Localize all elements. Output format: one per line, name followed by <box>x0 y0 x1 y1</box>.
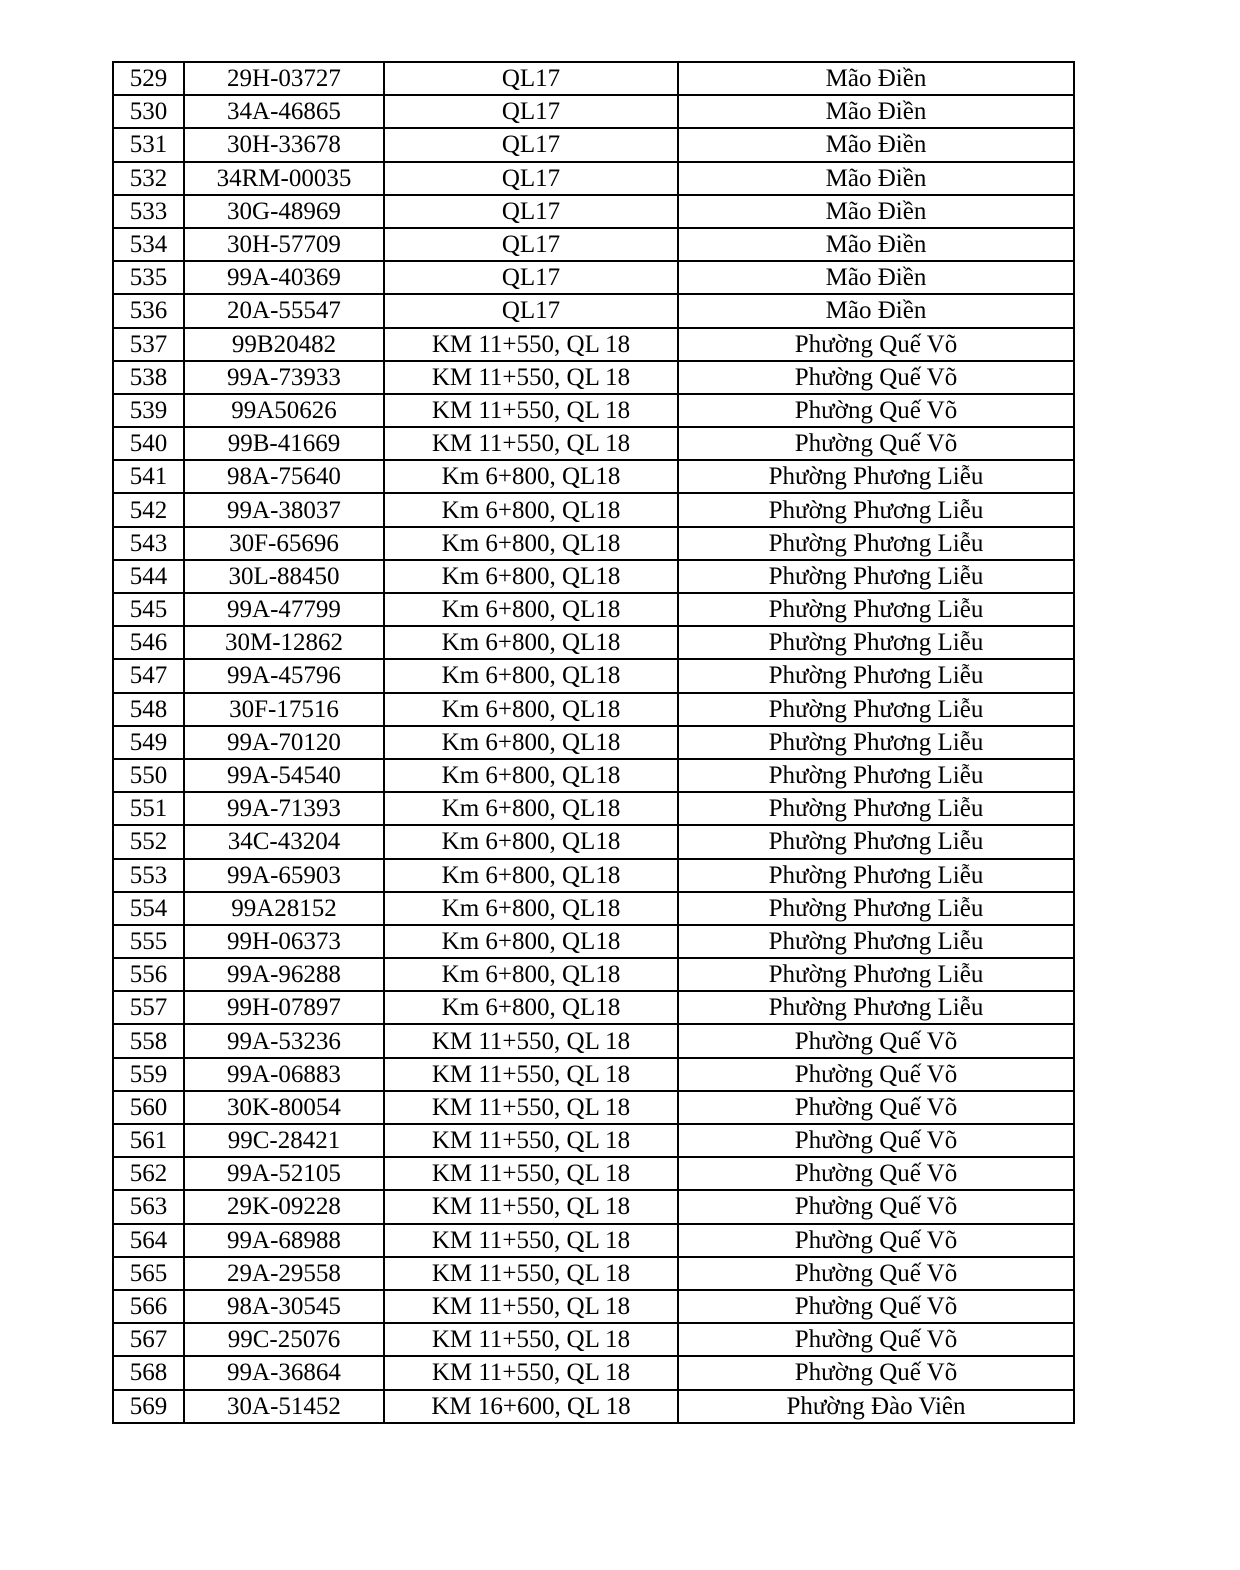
row-number-cell: 546 <box>113 626 184 659</box>
license-plate-cell: 99A-53236 <box>184 1024 384 1057</box>
table-row <box>113 361 1074 394</box>
ward-unit-cell: Phường Quế Võ <box>678 394 1074 427</box>
license-plate-cell: 99B-41669 <box>184 427 384 460</box>
license-plate-cell: 99C-25076 <box>184 1323 384 1356</box>
license-plate-cell: 99H-06373 <box>184 925 384 958</box>
license-plate-cell: 99A-73933 <box>184 361 384 394</box>
row-number-cell: 540 <box>113 427 184 460</box>
ward-unit-cell: Mão Điền <box>678 261 1074 294</box>
violation-location-cell: Km 6+800, QL18 <box>384 925 678 958</box>
license-plate-cell: 20A-55547 <box>184 294 384 327</box>
ward-unit-cell: Mão Điền <box>678 128 1074 161</box>
license-plate-cell: 99A28152 <box>184 892 384 925</box>
ward-unit-cell: Phường Phương Liễu <box>678 593 1074 626</box>
license-plate-cell: 29A-29558 <box>184 1257 384 1290</box>
violation-location-cell: QL17 <box>384 195 678 228</box>
license-plate-cell: 98A-75640 <box>184 460 384 493</box>
row-number-cell: 532 <box>113 162 184 195</box>
license-plate-cell: 34RM-00035 <box>184 162 384 195</box>
license-plate-cell: 30K-80054 <box>184 1091 384 1124</box>
row-number-cell: 568 <box>113 1356 184 1389</box>
table-row <box>113 593 1074 626</box>
violation-location-cell: Km 6+800, QL18 <box>384 560 678 593</box>
row-number-cell: 541 <box>113 460 184 493</box>
license-plate-cell: 99A-52105 <box>184 1157 384 1190</box>
violation-location-cell: Km 6+800, QL18 <box>384 493 678 526</box>
ward-unit-cell: Phường Phương Liễu <box>678 859 1074 892</box>
license-plate-cell: 34A-46865 <box>184 95 384 128</box>
ward-unit-cell: Phường Phương Liễu <box>678 726 1074 759</box>
row-number-cell: 553 <box>113 859 184 892</box>
license-plate-cell: 99A-06883 <box>184 1058 384 1091</box>
row-number-cell: 562 <box>113 1157 184 1190</box>
ward-unit-cell: Phường Phương Liễu <box>678 659 1074 692</box>
row-number-cell: 550 <box>113 759 184 792</box>
row-number-cell: 555 <box>113 925 184 958</box>
table-row <box>113 726 1074 759</box>
ward-unit-cell: Phường Quế Võ <box>678 1091 1074 1124</box>
ward-unit-cell: Phường Phương Liễu <box>678 925 1074 958</box>
table-row <box>113 991 1074 1024</box>
row-number-cell: 557 <box>113 991 184 1024</box>
ward-unit-cell: Phường Phương Liễu <box>678 626 1074 659</box>
table-row <box>113 1290 1074 1323</box>
violation-location-cell: Km 6+800, QL18 <box>384 726 678 759</box>
row-number-cell: 531 <box>113 128 184 161</box>
ward-unit-cell: Phường Quế Võ <box>678 1224 1074 1257</box>
license-plate-cell: 30M-12862 <box>184 626 384 659</box>
table-row <box>113 925 1074 958</box>
row-number-cell: 556 <box>113 958 184 991</box>
table-row <box>113 328 1074 361</box>
ward-unit-cell: Mão Điền <box>678 162 1074 195</box>
license-plate-cell: 30A-51452 <box>184 1390 384 1423</box>
ward-unit-cell: Phường Phương Liễu <box>678 560 1074 593</box>
ward-unit-cell: Phường Quế Võ <box>678 328 1074 361</box>
table-row <box>113 1257 1074 1290</box>
row-number-cell: 544 <box>113 560 184 593</box>
table-row <box>113 693 1074 726</box>
license-plate-cell: 99A50626 <box>184 394 384 427</box>
violation-location-cell: QL17 <box>384 228 678 261</box>
violation-location-cell: Km 6+800, QL18 <box>384 792 678 825</box>
violation-location-cell: QL17 <box>384 62 678 95</box>
row-number-cell: 536 <box>113 294 184 327</box>
violation-location-cell: Km 6+800, QL18 <box>384 859 678 892</box>
violation-location-cell: Km 6+800, QL18 <box>384 460 678 493</box>
violation-location-cell: Km 6+800, QL18 <box>384 892 678 925</box>
row-number-cell: 566 <box>113 1290 184 1323</box>
license-plate-cell: 30H-33678 <box>184 128 384 161</box>
table-row <box>113 859 1074 892</box>
violation-location-cell: KM 11+550, QL 18 <box>384 1024 678 1057</box>
violation-location-cell: Km 6+800, QL18 <box>384 991 678 1024</box>
license-plate-cell: 99A-96288 <box>184 958 384 991</box>
row-number-cell: 561 <box>113 1124 184 1157</box>
license-plate-cell: 99A-70120 <box>184 726 384 759</box>
ward-unit-cell: Phường Đào Viên <box>678 1390 1074 1423</box>
violation-location-cell: KM 11+550, QL 18 <box>384 1323 678 1356</box>
row-number-cell: 567 <box>113 1323 184 1356</box>
license-plate-cell: 99A-40369 <box>184 261 384 294</box>
row-number-cell: 543 <box>113 527 184 560</box>
license-plate-cell: 30L-88450 <box>184 560 384 593</box>
ward-unit-cell: Phường Phương Liễu <box>678 892 1074 925</box>
row-number-cell: 549 <box>113 726 184 759</box>
table-row <box>113 560 1074 593</box>
violation-location-cell: QL17 <box>384 294 678 327</box>
violation-location-cell: Km 6+800, QL18 <box>384 693 678 726</box>
table-row <box>113 1091 1074 1124</box>
ward-unit-cell: Mão Điền <box>678 195 1074 228</box>
violation-location-cell: QL17 <box>384 162 678 195</box>
row-number-cell: 547 <box>113 659 184 692</box>
table-row <box>113 1356 1074 1389</box>
license-plate-cell: 99A-36864 <box>184 1356 384 1389</box>
violation-location-cell: KM 11+550, QL 18 <box>384 427 678 460</box>
table-row <box>113 1157 1074 1190</box>
ward-unit-cell: Phường Phương Liễu <box>678 527 1074 560</box>
table-row <box>113 792 1074 825</box>
table-row <box>113 825 1074 858</box>
ward-unit-cell: Phường Quế Võ <box>678 361 1074 394</box>
row-number-cell: 554 <box>113 892 184 925</box>
violation-location-cell: KM 11+550, QL 18 <box>384 1290 678 1323</box>
table-row <box>113 294 1074 327</box>
row-number-cell: 563 <box>113 1190 184 1223</box>
ward-unit-cell: Phường Quế Võ <box>678 1190 1074 1223</box>
license-plate-cell: 99A-38037 <box>184 493 384 526</box>
license-plate-cell: 30F-65696 <box>184 527 384 560</box>
table-row <box>113 493 1074 526</box>
license-plate-cell: 34C-43204 <box>184 825 384 858</box>
table-row <box>113 659 1074 692</box>
license-plate-cell: 29K-09228 <box>184 1190 384 1223</box>
ward-unit-cell: Mão Điền <box>678 228 1074 261</box>
table-row <box>113 427 1074 460</box>
row-number-cell: 560 <box>113 1091 184 1124</box>
ward-unit-cell: Phường Phương Liễu <box>678 792 1074 825</box>
row-number-cell: 565 <box>113 1257 184 1290</box>
violation-location-cell: KM 11+550, QL 18 <box>384 328 678 361</box>
table-row <box>113 1190 1074 1223</box>
ward-unit-cell: Phường Phương Liễu <box>678 759 1074 792</box>
table-row <box>113 128 1074 161</box>
row-number-cell: 545 <box>113 593 184 626</box>
ward-unit-cell: Phường Quế Võ <box>678 1124 1074 1157</box>
ward-unit-cell: Phường Quế Võ <box>678 1257 1074 1290</box>
ward-unit-cell: Phường Phương Liễu <box>678 693 1074 726</box>
row-number-cell: 564 <box>113 1224 184 1257</box>
row-number-cell: 534 <box>113 228 184 261</box>
violation-location-cell: Km 6+800, QL18 <box>384 825 678 858</box>
violation-location-cell: Km 6+800, QL18 <box>384 527 678 560</box>
row-number-cell: 552 <box>113 825 184 858</box>
row-number-cell: 542 <box>113 493 184 526</box>
license-plate-cell: 30G-48969 <box>184 195 384 228</box>
table-row <box>113 62 1074 95</box>
violation-location-cell: Km 6+800, QL18 <box>384 626 678 659</box>
ward-unit-cell: Phường Quế Võ <box>678 1058 1074 1091</box>
row-number-cell: 559 <box>113 1058 184 1091</box>
license-plate-cell: 30H-57709 <box>184 228 384 261</box>
ward-unit-cell: Phường Quế Võ <box>678 1157 1074 1190</box>
row-number-cell: 539 <box>113 394 184 427</box>
row-number-cell: 551 <box>113 792 184 825</box>
ward-unit-cell: Mão Điền <box>678 95 1074 128</box>
row-number-cell: 535 <box>113 261 184 294</box>
ward-unit-cell: Phường Quế Võ <box>678 1323 1074 1356</box>
table-row <box>113 195 1074 228</box>
ward-unit-cell: Phường Quế Võ <box>678 1356 1074 1389</box>
ward-unit-cell: Phường Phương Liễu <box>678 493 1074 526</box>
table-row <box>113 626 1074 659</box>
row-number-cell: 529 <box>113 62 184 95</box>
violation-location-cell: KM 11+550, QL 18 <box>384 1190 678 1223</box>
violation-location-cell: QL17 <box>384 95 678 128</box>
ward-unit-cell: Phường Phương Liễu <box>678 460 1074 493</box>
table-body <box>113 62 1074 1423</box>
row-number-cell: 569 <box>113 1390 184 1423</box>
table-row <box>113 1124 1074 1157</box>
table-row <box>113 527 1074 560</box>
ward-unit-cell: Phường Phương Liễu <box>678 991 1074 1024</box>
license-plate-cell: 29H-03727 <box>184 62 384 95</box>
table-row <box>113 759 1074 792</box>
violation-location-cell: KM 11+550, QL 18 <box>384 1356 678 1389</box>
violation-location-cell: KM 11+550, QL 18 <box>384 1124 678 1157</box>
license-plate-cell: 98A-30545 <box>184 1290 384 1323</box>
violation-location-cell: KM 11+550, QL 18 <box>384 1224 678 1257</box>
license-plate-cell: 99H-07897 <box>184 991 384 1024</box>
table-row <box>113 1224 1074 1257</box>
ward-unit-cell: Phường Quế Võ <box>678 1024 1074 1057</box>
table-row <box>113 1390 1074 1423</box>
table-row <box>113 261 1074 294</box>
ward-unit-cell: Mão Điền <box>678 62 1074 95</box>
violation-location-cell: Km 6+800, QL18 <box>384 759 678 792</box>
license-plate-cell: 99A-71393 <box>184 792 384 825</box>
violation-location-cell: Km 6+800, QL18 <box>384 593 678 626</box>
ward-unit-cell: Phường Quế Võ <box>678 427 1074 460</box>
table-row <box>113 460 1074 493</box>
row-number-cell: 533 <box>113 195 184 228</box>
violation-location-cell: QL17 <box>384 128 678 161</box>
ward-unit-cell: Phường Quế Võ <box>678 1290 1074 1323</box>
violation-location-cell: Km 6+800, QL18 <box>384 659 678 692</box>
table-row <box>113 1024 1074 1057</box>
license-plate-cell: 99A-68988 <box>184 1224 384 1257</box>
row-number-cell: 548 <box>113 693 184 726</box>
table-row <box>113 95 1074 128</box>
table-row <box>113 958 1074 991</box>
ward-unit-cell: Phường Phương Liễu <box>678 958 1074 991</box>
table-row <box>113 162 1074 195</box>
table-row <box>113 394 1074 427</box>
table-row <box>113 1058 1074 1091</box>
license-plate-cell: 99A-54540 <box>184 759 384 792</box>
license-plate-cell: 99A-47799 <box>184 593 384 626</box>
table-row <box>113 892 1074 925</box>
violation-location-cell: KM 16+600, QL 18 <box>384 1390 678 1423</box>
license-plate-cell: 99A-45796 <box>184 659 384 692</box>
ward-unit-cell: Phường Phương Liễu <box>678 825 1074 858</box>
table-row <box>113 1323 1074 1356</box>
violation-location-cell: Km 6+800, QL18 <box>384 958 678 991</box>
row-number-cell: 558 <box>113 1024 184 1057</box>
row-number-cell: 538 <box>113 361 184 394</box>
license-plate-cell: 99C-28421 <box>184 1124 384 1157</box>
row-number-cell: 530 <box>113 95 184 128</box>
violation-location-cell: KM 11+550, QL 18 <box>384 394 678 427</box>
violation-location-cell: KM 11+550, QL 18 <box>384 361 678 394</box>
violation-location-cell: KM 11+550, QL 18 <box>384 1257 678 1290</box>
row-number-cell: 537 <box>113 328 184 361</box>
ward-unit-cell: Mão Điền <box>678 294 1074 327</box>
license-plate-cell: 99B20482 <box>184 328 384 361</box>
violation-location-cell: KM 11+550, QL 18 <box>384 1091 678 1124</box>
violation-location-cell: KM 11+550, QL 18 <box>384 1157 678 1190</box>
violation-location-cell: KM 11+550, QL 18 <box>384 1058 678 1091</box>
vehicle-table <box>112 61 1075 1424</box>
license-plate-cell: 99A-65903 <box>184 859 384 892</box>
table-row <box>113 228 1074 261</box>
license-plate-cell: 30F-17516 <box>184 693 384 726</box>
violation-location-cell: QL17 <box>384 261 678 294</box>
